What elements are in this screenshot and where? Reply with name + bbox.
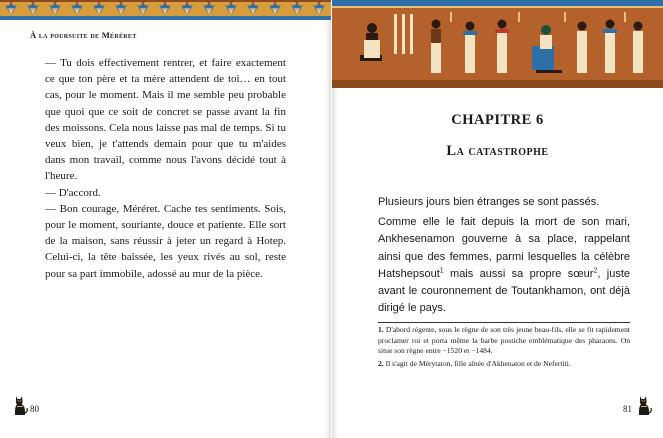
right-body-text <box>378 194 630 320</box>
footnote-ref[interactable]: 2 <box>593 267 598 275</box>
footnote-divider <box>378 322 630 323</box>
paragraph-text: Comme elle le fait depuis la mort de son mari, Ankhesenamon gouverne à sa place, rappelant ainsi que des femmes, parmi lesquelles la célèbre Hatshepsout <box>378 216 630 280</box>
footnote-text: D'abord régente, sous le règne de son très jeune beau-fils, elle se fit rapidement proclamer roi et porta même la barbe postiche emblématique des pharaons. On situe son règne entre −1520 et −1484. <box>378 325 630 356</box>
footnote <box>378 325 630 357</box>
paragraph: — D'accord. <box>45 186 101 199</box>
footnote-number: 1. <box>378 325 384 334</box>
left-page <box>0 0 331 438</box>
running-head-prefix: À la poursuite de <box>30 30 100 40</box>
paragraph: Plusieurs jours bien étranges se sont passés. <box>378 196 600 208</box>
chapter-number: CHAPITRE 6 <box>451 112 544 128</box>
chapter-title: La catastrophe <box>446 143 549 159</box>
page-number: 80 <box>30 404 39 414</box>
running-head-name: Méréret <box>101 30 137 40</box>
paragraph <box>378 214 630 317</box>
running-head <box>30 30 137 40</box>
lotus-frieze <box>0 0 331 20</box>
footnote-ref[interactable]: 1 <box>439 267 444 275</box>
paragraph-text: , juste avant le couronnement de Toutankhamon, ont déjà dirigé le pays. <box>378 267 630 315</box>
page-number: 81 <box>623 404 632 414</box>
footnote-text: Il s'agit de Mérytaton, fille aînée d'Akhenaton et de Nefertiti. <box>385 358 571 368</box>
footnote-number: 2. <box>378 358 384 368</box>
footnotes <box>378 325 630 371</box>
paragraph: — Tu dois effectivement rentrer, et faire exactement ce que ton père et ta mère attendent de toi… en tout cas, pour le moment. Mais il me semble peu probable que quoi que ce soit de concret se passe avant la fin des moissons. Cela nous laisse pas mal de temps. Si tu veux bien, je t'attends demain pour que tu m'aides dans mon travail, comme nous l'avons décidé tout à l'heure. <box>45 57 286 183</box>
seated-cat-icon <box>636 394 652 416</box>
seated-cat-icon <box>12 394 28 416</box>
paragraph: — Bon courage, Méréret. Cache tes sentiments. Sois, pour le moment, souriante, douce et patiente. Elle sort de la maison, sans réussir à jeter un regard à Hotep. Celui-ci, la tête baissée, les yeux rivés au sol, reste pour sa part immobile, adossé au mur de la pièce. <box>45 202 286 280</box>
egyptian-mural <box>332 0 663 88</box>
footnote <box>378 359 630 370</box>
left-body-text <box>45 55 286 282</box>
paragraph-text: mais aussi sa propre sœur <box>443 267 594 280</box>
right-page <box>332 0 663 438</box>
